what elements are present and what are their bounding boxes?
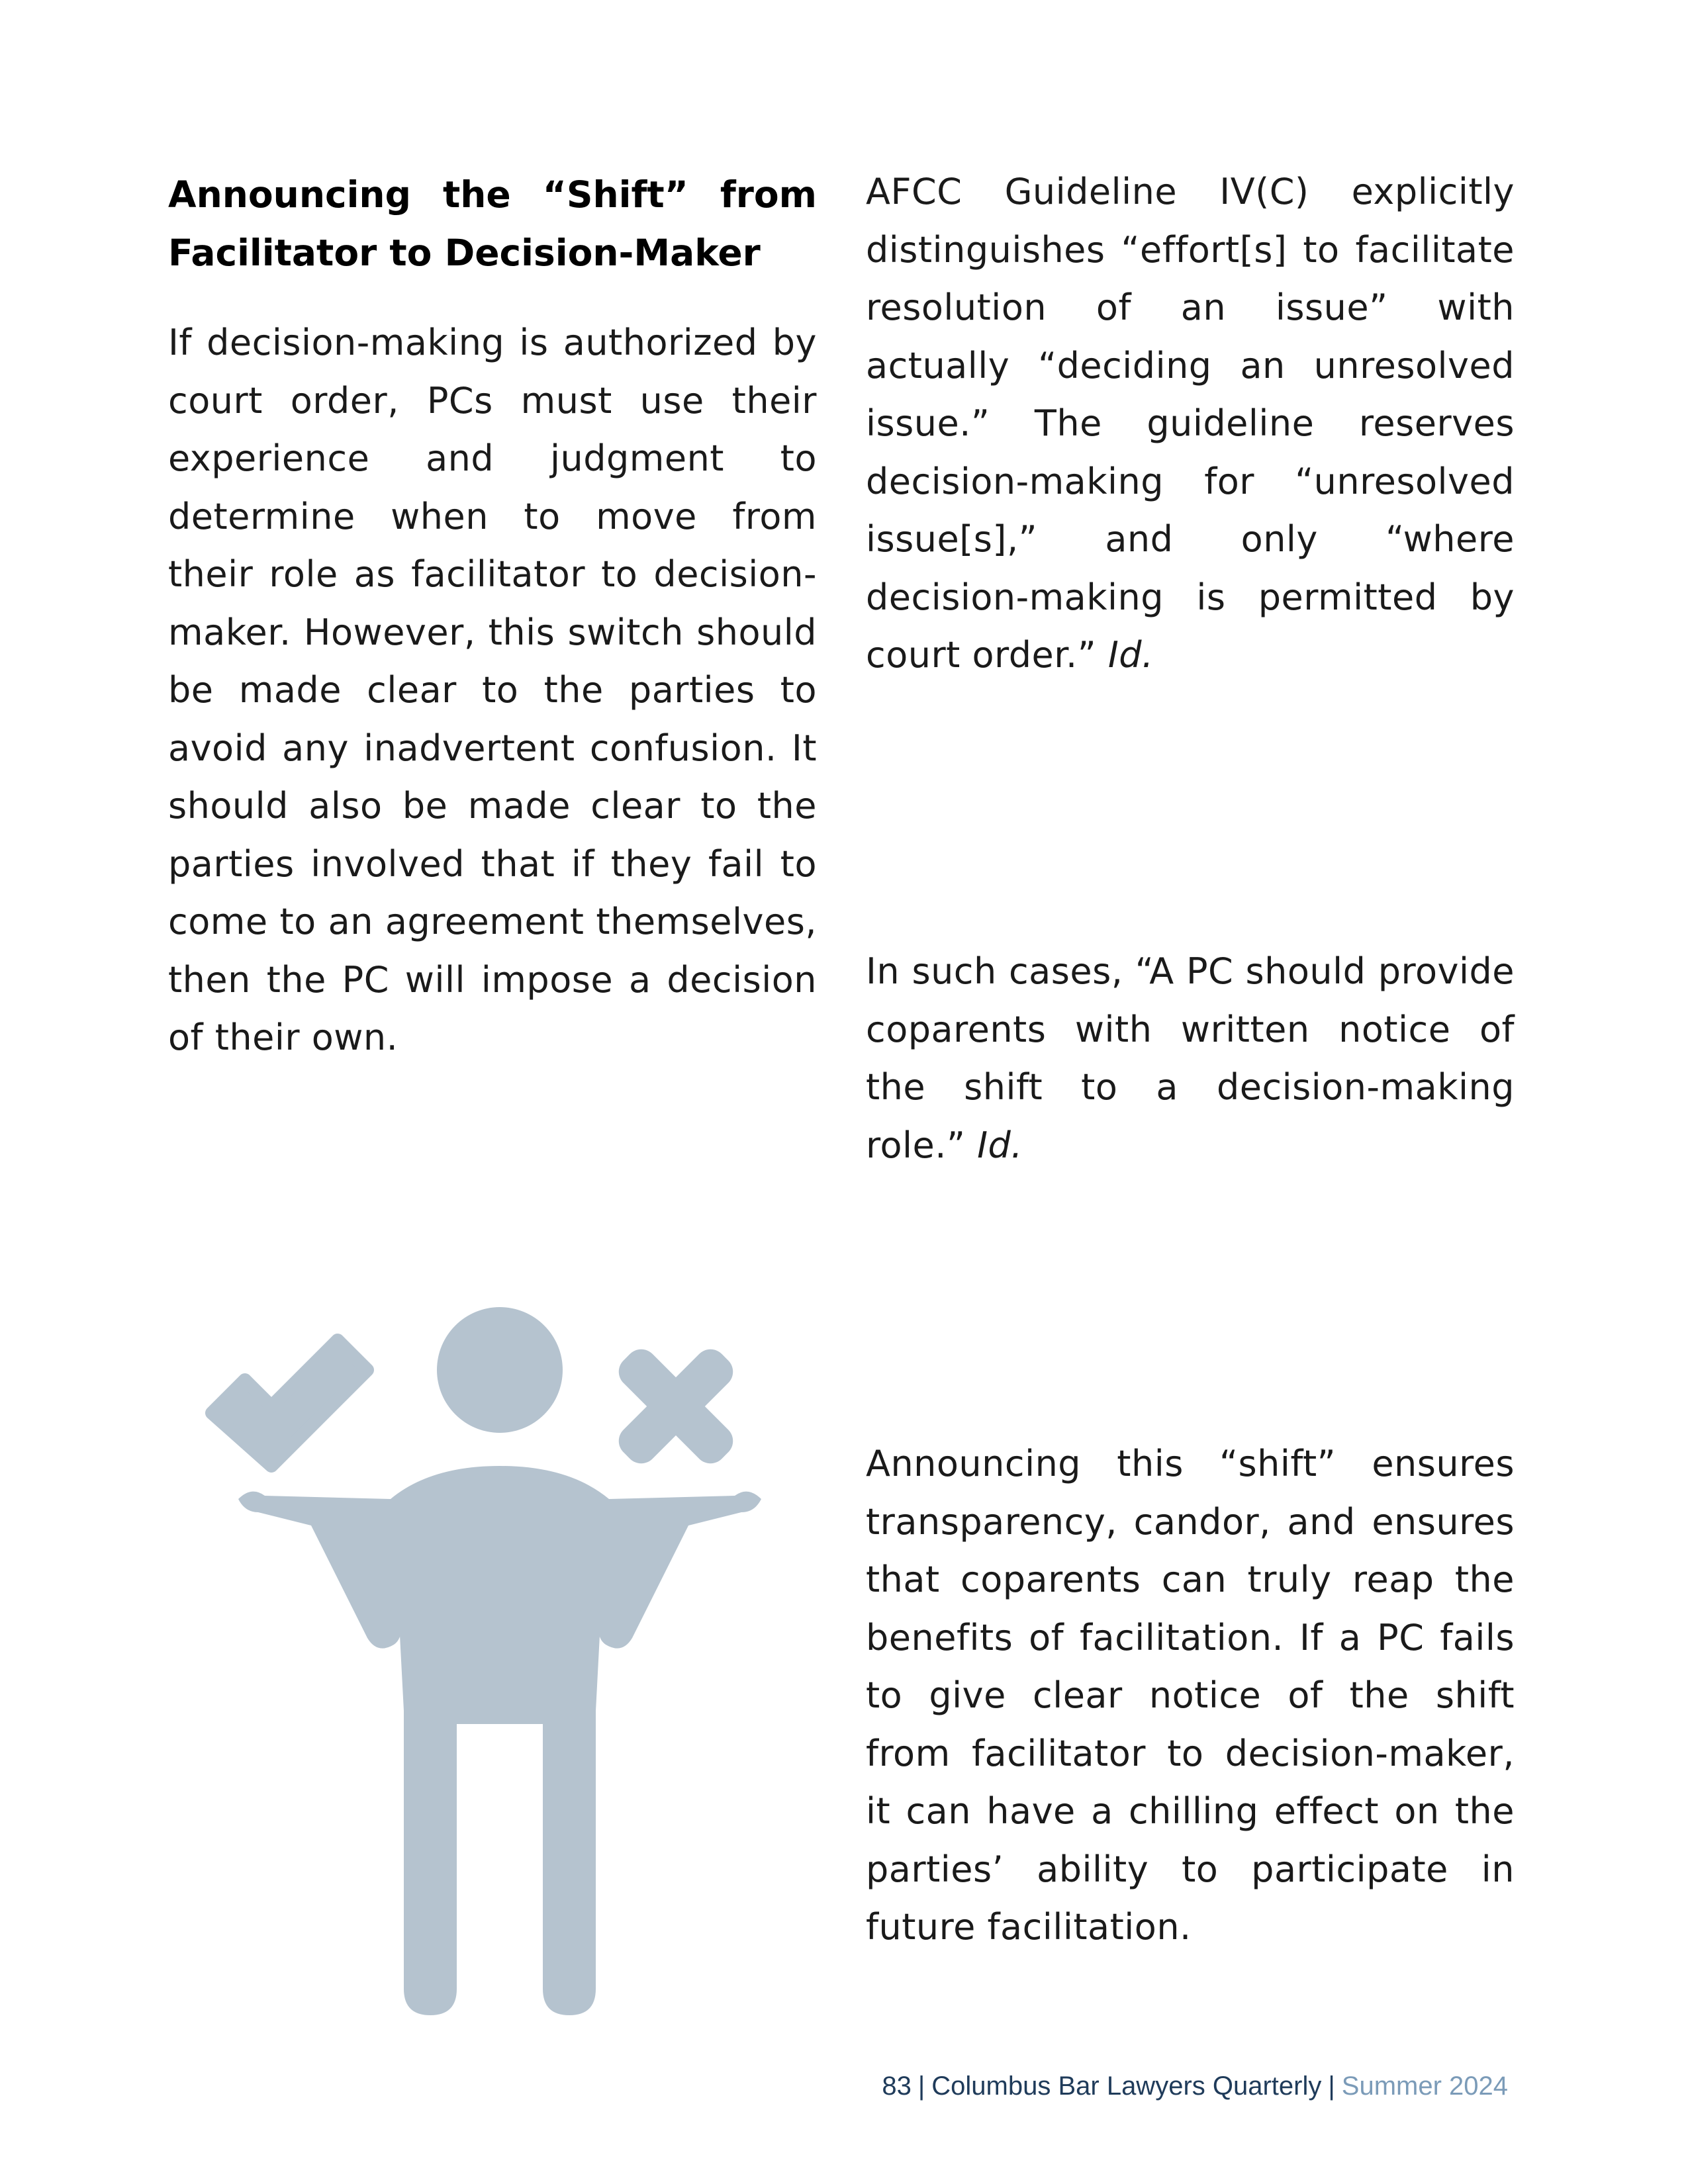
publication-name: Columbus Bar Lawyers Quarterly [931, 2071, 1322, 2101]
right-paragraph-1 [866, 163, 1515, 684]
issue-season: Summer 2024 [1341, 2071, 1508, 2101]
left-paragraph: If decision-making is authorized by court order, PCs must use their experience and judgment to determine when to move from their role as facilitator to decision-maker. However, this switch should be made clear to the parties to avoid any inadvertent confusion. It should also be made clear to the parties involved that if they fail to come to an agreement themselves, then the PC will impose a decision of their own. [168, 322, 817, 1058]
right-paragraph-2 [866, 942, 1515, 1174]
section-heading: Announcing the “Shift” from Facilitator to Decision-Maker [168, 173, 817, 274]
cross-icon [612, 1343, 739, 1470]
footer-separator: | [917, 2071, 925, 2101]
right-paragraph-1-text: AFCC Guideline IV(C) explicitly distinguishes “effort[s] to facilitate resolution of an issue” with actually “deciding an unresolved issue.” The guideline reserves decision-making for “unresolved issue[s],” and only “where decision-making is permitted by court order.” [866, 171, 1515, 676]
checkmark-icon [212, 1340, 367, 1466]
page-footer [882, 2071, 1508, 2101]
right-paragraph-3-text: Announcing this “shift” ensures transparency, candor, and ensures that coparents can truly reap the benefits of facilitation. If a PC fails to give clear notice of the shift from facilitator to decision-maker, it can have a chilling effect on the parties’ ability to participate in future facilitation. [866, 1443, 1515, 1948]
right-paragraph-2-text: In such cases, “A PC should provide coparents with written notice of the shift to a decision-making role.” [866, 950, 1515, 1166]
left-column [168, 165, 817, 1067]
footer-separator: | [1328, 2071, 1335, 2101]
decision-figure [199, 1307, 781, 2015]
right-paragraph-3 [866, 1435, 1515, 1956]
citation-id: Id. [977, 1124, 1023, 1166]
citation-id: Id. [1107, 634, 1154, 676]
page-number: 83 [882, 2071, 912, 2101]
